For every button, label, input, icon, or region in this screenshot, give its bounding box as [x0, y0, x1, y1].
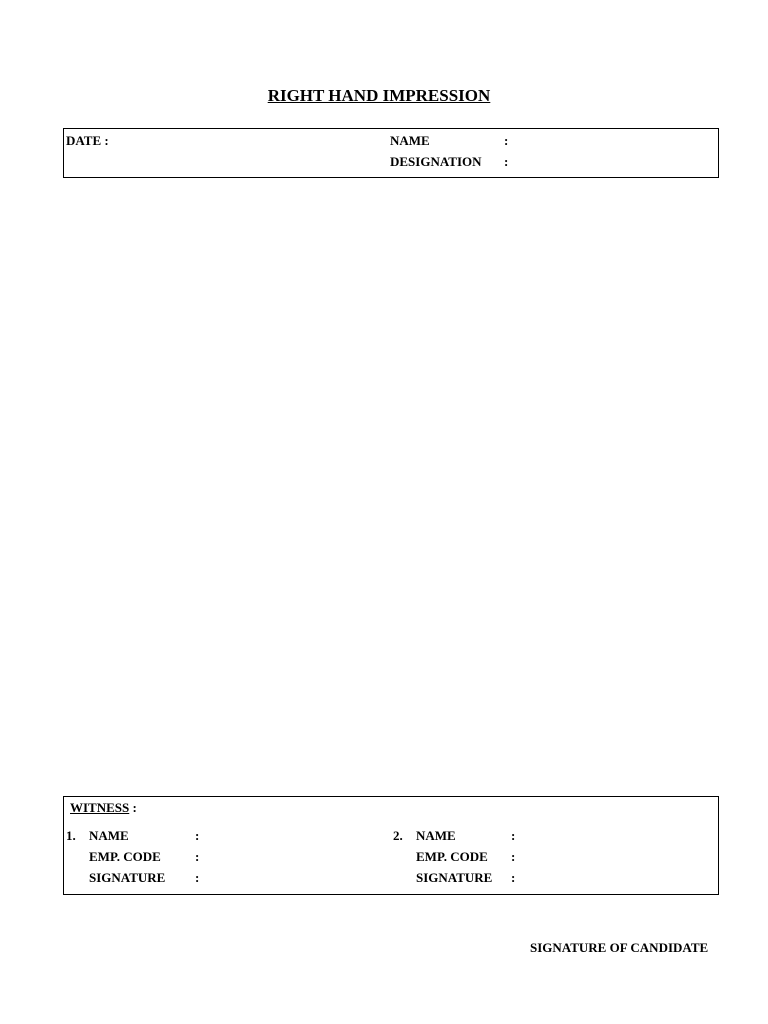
- witness-heading-colon: :: [129, 800, 137, 815]
- witness2-number: 2.: [393, 828, 403, 843]
- candidate-signature-label: SIGNATURE OF CANDIDATE: [530, 940, 709, 955]
- designation-label: DESIGNATION: [390, 154, 482, 169]
- witness2-emp-code-colon: :: [511, 849, 516, 864]
- witness-box: [63, 796, 719, 895]
- witness1-signature-label: SIGNATURE: [89, 870, 166, 885]
- witness2-signature-label: SIGNATURE: [416, 870, 493, 885]
- date-label: DATE :: [66, 133, 109, 148]
- witness1-name-colon: :: [195, 828, 200, 843]
- witness1-number: 1.: [66, 828, 76, 843]
- designation-colon: :: [504, 154, 509, 169]
- name-label: NAME: [390, 133, 430, 148]
- witness-heading-text: WITNESS: [70, 800, 130, 815]
- witness2-name-label: NAME: [416, 828, 456, 843]
- witness1-signature-colon: :: [195, 870, 200, 885]
- witness2-emp-code-label: EMP. CODE: [416, 849, 488, 864]
- witness1-emp-code-colon: :: [195, 849, 200, 864]
- name-colon: :: [504, 133, 509, 148]
- page-title: RIGHT HAND IMPRESSION: [267, 86, 491, 105]
- witness2-signature-colon: :: [511, 870, 516, 885]
- witness1-emp-code-label: EMP. CODE: [89, 849, 161, 864]
- witness-heading: [70, 800, 137, 816]
- witness2-name-colon: :: [511, 828, 516, 843]
- candidate-details-box: [63, 128, 719, 178]
- witness1-name-label: NAME: [89, 828, 129, 843]
